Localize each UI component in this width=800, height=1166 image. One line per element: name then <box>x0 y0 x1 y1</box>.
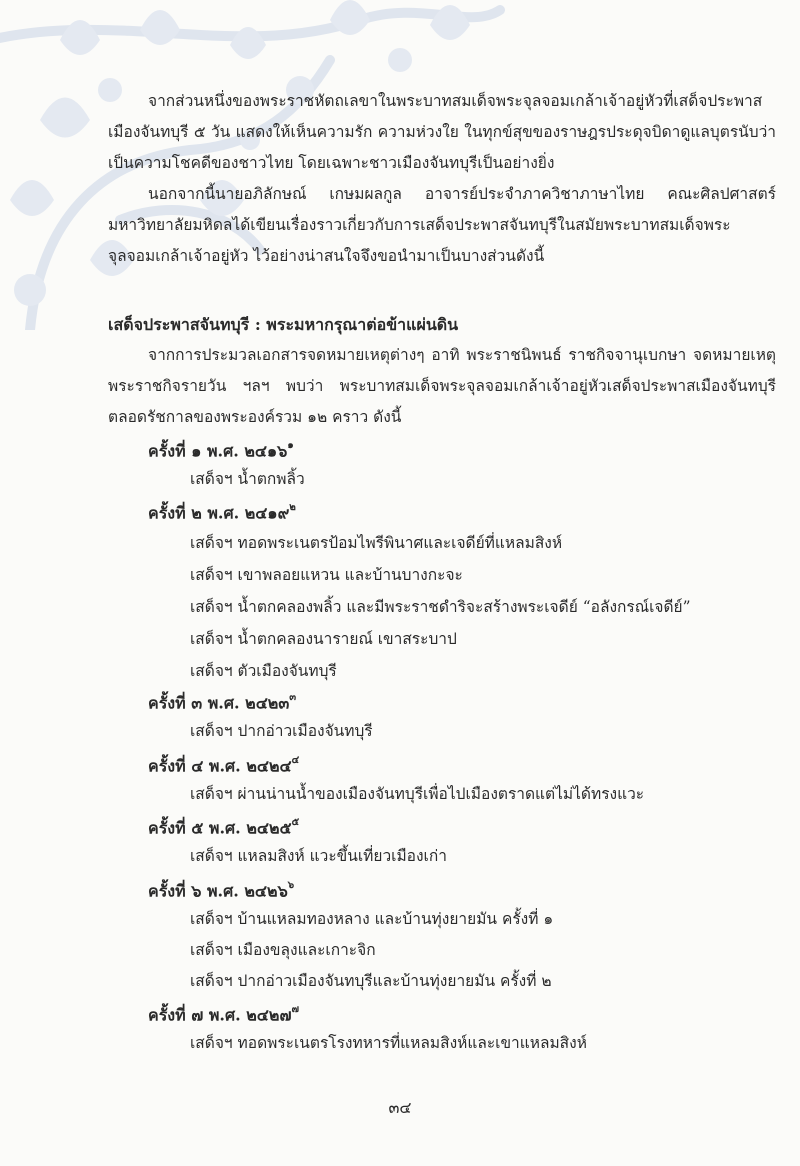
visit-heading: ครั้งที่ ๕ พ.ศ. ๒๔๒๕$^๕$ <box>148 817 300 838</box>
page-number: ๓๔ <box>388 1098 412 1117</box>
visit-heading: ครั้งที่ ๒ พ.ศ. ๒๔๑๙$^๒$ <box>148 502 296 523</box>
visit-item: เสด็จฯ ตัวเมืองจันทบุรี <box>190 662 337 680</box>
visit-item: เสด็จฯ แหลมสิงห์ แวะขึ้นเที่ยวเมืองเก่า <box>190 847 447 865</box>
intro-paragraph-2: นอกจากนี้นายอภิลักษณ์ เกษมผลกูล อาจารย์ประจำภาควิชาภาษาไทย คณะศิลปศาสตร์ มหาวิทยาลัยมหิดลได้เขียนเรื่องราวเกี่ยวกับการเสด็จประพาสจันทบุรีในสมัยพระบาทสมเด็จพระจุลจอมเกล้าเจ้าอยู่หัว ไว้อย่างน่าสนใจจึงขอนำมาเป็นบางส่วนดังนี้ <box>108 185 776 265</box>
footnote-marker: ๖ <box>287 880 295 891</box>
visit-item: เสด็จฯ น้ำตกพลิ้ว <box>190 470 305 488</box>
visit-item: เสด็จฯ น้ำตกคลองนารายณ์ เขาสระบาป <box>190 630 457 648</box>
footnote-marker: ๔ <box>291 755 300 766</box>
visit-item: เสด็จฯ ทอดพระเนตรโรงทหารที่แหลมสิงห์และเขาแหลมสิงห์ <box>190 1034 587 1052</box>
visit-item: เสด็จฯ ปากอ่าวเมืองจันทบุรี <box>190 722 373 740</box>
footnote-marker: ๕ <box>291 817 300 828</box>
section-heading: เสด็จประพาสจันทบุรี : พระมหากรุณาต่อข้าแผ่นดิน <box>108 315 459 334</box>
visit-heading: ครั้งที่ ๖ พ.ศ. ๒๔๒๖$^๖$ <box>148 880 295 901</box>
visit-heading: ครั้งที่ ๑ พ.ศ. ๒๔๑๖$^๑$ <box>148 440 294 461</box>
footnote-marker: ๒ <box>289 502 296 513</box>
visit-item: เสด็จฯ น้ำตกคลองพลิ้ว และมีพระราชดำริจะสร้างพระเจดีย์ “อลังกรณ์เจดีย์” <box>190 598 691 616</box>
visit-heading: ครั้งที่ ๔ พ.ศ. ๒๔๒๔$^๔$ <box>148 755 300 776</box>
footnote-marker: ๗ <box>291 1004 300 1015</box>
footnote-marker: ๑ <box>287 440 294 451</box>
visit-heading: ครั้งที่ ๗ พ.ศ. ๒๔๒๗$^๗$ <box>148 1004 300 1025</box>
visit-item: เสด็จฯ ผ่านน่านน้ำของเมืองจันทบุรีเพื่อไปเมืองตราดแต่ไม่ได้ทรงแวะ <box>190 785 645 803</box>
intro-paragraph-1: จากส่วนหนึ่งของพระราชหัตถเลขาในพระบาทสมเด็จพระจุลจอมเกล้าเจ้าอยู่หัวที่เสด็จประพาสเมืองจันทบุรี ๕ วัน แสดงให้เห็นความรัก ความห่วงใย ในทุกข์สุขของราษฎรประดุจบิดาดูแลบุตรนับว่าเป็นความโชคดีของชาวไทย โดยเฉพาะชาวเมืองจันทบุรีเป็นอย่างยิ่ง <box>108 92 776 172</box>
visit-item: เสด็จฯ ทอดพระเนตรป้อมไพรีพินาศและเจดีย์ที่แหลมสิงห์ <box>190 534 563 552</box>
visit-item: เสด็จฯ บ้านแหลมทองหลาง และบ้านทุ่งยายมัน ครั้งที่ ๑ <box>190 910 554 928</box>
visit-item: เสด็จฯ ปากอ่าวเมืองจันทบุรีและบ้านทุ่งยายมัน ครั้งที่ ๒ <box>190 972 552 990</box>
visit-item: เสด็จฯ เขาพลอยแหวน และบ้านบางกะจะ <box>190 566 463 584</box>
section-paragraph: จากการประมวลเอกสารจดหมายเหตุต่างๆ อาทิ พระราชนิพนธ์ ราชกิจจานุเบกษา จดหมายเหตุพระราชกิจรายวัน ฯลฯ พบว่า พระบาทสมเด็จพระจุลจอมเกล้าเจ้าอยู่หัวเสด็จประพาสเมืองจันทบุรีตลอดรัชกาลของพระองค์รวม ๑๒ คราว ดังนี้ <box>108 346 776 426</box>
footnote-marker: ๓ <box>289 692 297 703</box>
visit-item: เสด็จฯ เมืองขลุงและเกาะจิก <box>190 941 376 959</box>
visit-heading: ครั้งที่ ๓ พ.ศ. ๒๔๒๓$^๓$ <box>148 692 297 713</box>
